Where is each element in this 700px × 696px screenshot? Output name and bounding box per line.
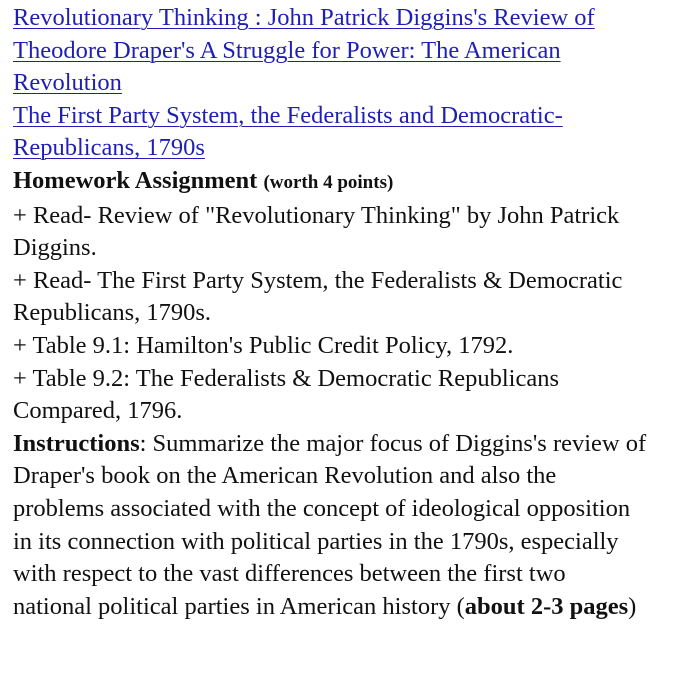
homework-item	[13, 200, 697, 265]
homework-item-line: + Table 9.1: Hamilton's Public Credit Policy, 1792.	[13, 331, 514, 359]
instructions-first-line	[13, 428, 697, 461]
revolutionary-thinking-link[interactable]	[13, 2, 697, 100]
homework-item	[13, 330, 697, 363]
instructions-text: national political parties in American history (	[13, 592, 465, 620]
homework-item-line: Republicans, 1790s.	[13, 299, 212, 327]
instructions-line: problems associated with the concept of ideological opposition	[13, 494, 631, 522]
instructions-paragraph	[13, 428, 697, 624]
link-line: Theodore Draper's A Struggle for Power: The American	[13, 36, 561, 64]
homework-item-line: + Read- Review of "Revolutionary Thinking" by John Patrick	[13, 201, 620, 229]
page-count: about 2-3 pages	[464, 592, 629, 620]
instructions-text: Summarize the major focus of Diggins's review of	[152, 429, 647, 457]
homework-title: Homework Assignment	[13, 166, 258, 194]
homework-item-line: Diggins.	[13, 234, 97, 262]
instructions-colon: :	[139, 429, 153, 457]
homework-item	[13, 265, 697, 330]
homework-item-line: + Read- The First Party System, the Federalists & Democratic	[13, 266, 623, 294]
homework-points: (worth 4 points)	[263, 171, 394, 193]
link-line: Republicans, 1790s	[13, 134, 205, 162]
instructions-line: in its connection with political parties in the 1790s, especially	[13, 527, 619, 555]
homework-item-line: + Table 9.2: The Federalists & Democratic Republicans	[13, 364, 559, 392]
homework-heading	[13, 165, 697, 200]
link-line: The First Party System, the Federalists and Democratic-	[13, 101, 563, 129]
homework-item-line: Compared, 1796.	[13, 397, 183, 425]
assignment-document	[13, 2, 697, 623]
instructions-line: with respect to the vast differences between the first two	[13, 560, 566, 588]
first-party-system-link[interactable]	[13, 100, 697, 165]
link-line: Revolution	[13, 69, 122, 97]
homework-item	[13, 363, 697, 428]
instructions-line: Draper's book on the American Revolution and also the	[13, 462, 557, 490]
instructions-label: Instructions	[13, 429, 140, 457]
instructions-text: )	[628, 592, 637, 620]
link-line: Revolutionary Thinking : John Patrick Diggins's Review of	[13, 4, 595, 31]
instructions-last-line	[13, 591, 697, 624]
